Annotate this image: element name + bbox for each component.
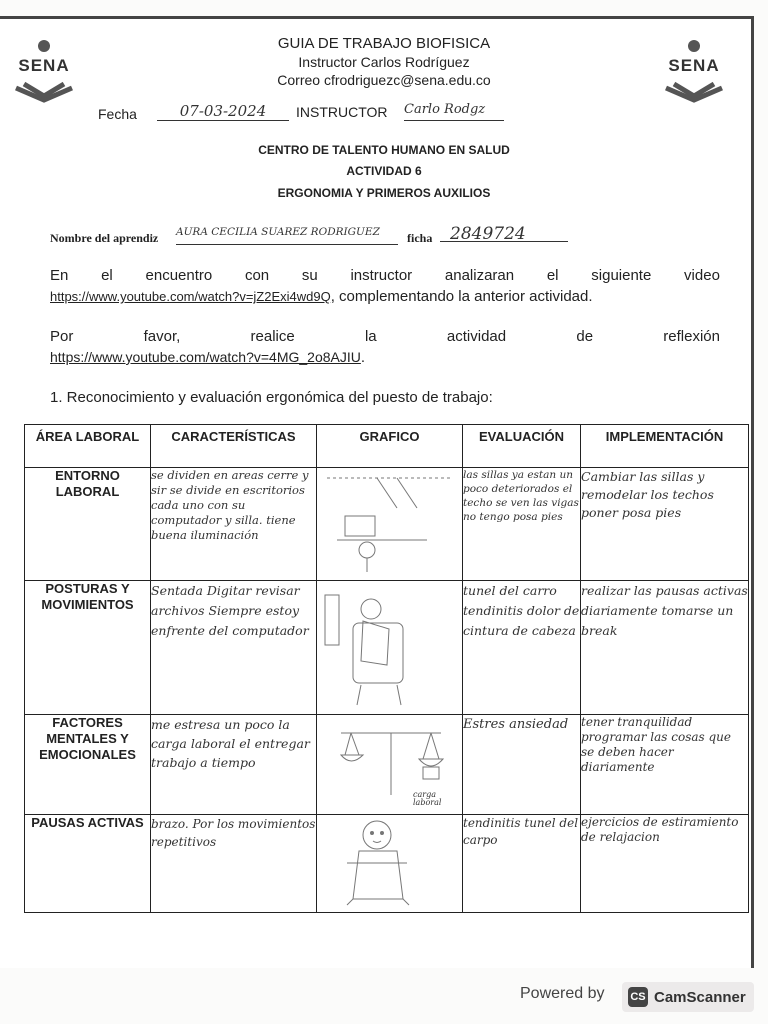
word: reflexión — [663, 328, 720, 345]
word: analizaran — [444, 267, 515, 284]
email-line: Correo cfrodriguezc@sena.edu.co — [277, 72, 491, 88]
table-row — [25, 815, 749, 913]
header-implementacion: IMPLEMENTACIÓN — [581, 425, 749, 468]
paragraph-1-rest: , complementando la anterior actividad. — [330, 288, 593, 305]
word: el — [101, 267, 113, 284]
nombre-value: AURA CECILIA SUAREZ RODRIGUEZ — [176, 226, 398, 245]
camscanner-badge — [622, 982, 754, 1012]
word: con — [244, 267, 270, 284]
row-implementacion: ejercicios de estiramiento de relajacion — [581, 815, 749, 913]
row-caracteristicas: brazo. Por los movimientos repetitivos — [151, 815, 317, 913]
logo-text: SENA — [18, 56, 70, 75]
row-evaluacion: tendinitis tunel del carpo — [463, 815, 581, 913]
table-row — [25, 581, 749, 715]
table-row — [25, 468, 749, 581]
activity-number: ACTIVIDAD 6 — [346, 164, 422, 178]
video-link-2[interactable]: https://www.youtube.com/watch?v=4MG_2o8AJIU — [50, 349, 361, 365]
row-grafico — [317, 581, 463, 715]
paragraph-1-line — [50, 265, 720, 286]
row-caracteristicas: Sentada Digitar revisar archivos Siempre estoy enfrente del computador — [151, 581, 317, 715]
paragraph-2-rest: . — [360, 349, 366, 366]
word: favor, — [143, 328, 181, 345]
row-evaluacion: tunel del carro tendinitis dolor de cintura de cabeza — [463, 581, 581, 715]
document-title: GUIA DE TRABAJO BIOFISICA — [277, 35, 491, 52]
camscanner-icon: CS — [628, 987, 648, 1007]
word: encuentro — [145, 267, 213, 284]
row-area: FACTORES MENTALES Y EMOCIONALES — [25, 715, 151, 815]
powered-by-label: Powered by — [520, 985, 605, 1002]
word: realice — [250, 328, 295, 345]
desk-sketch-image — [317, 468, 463, 575]
camscanner-name: CamScanner — [654, 988, 746, 1006]
row-implementacion: tener tranquilidad programar las cosas que se deben hacer diariamente — [581, 715, 749, 815]
word: actividad — [446, 328, 507, 345]
word: video — [684, 267, 720, 284]
instructor-value: Carlo Rodgz — [404, 102, 504, 121]
video-link-1[interactable]: https://www.youtube.com/watch?v=jZ2Exi4wd9Q — [50, 289, 331, 304]
activity-topic: ERGONOMIA Y PRIMEROS AUXILIOS — [277, 186, 491, 200]
row-implementacion: realizar las pausas activas diariamente tomarse un break — [581, 581, 749, 715]
row-area: PAUSAS ACTIVAS — [25, 815, 151, 913]
word: la — [364, 328, 377, 345]
fecha-value: 07-03-2024 — [157, 102, 289, 121]
stretching-person-sketch-image — [317, 815, 463, 907]
paragraph-2-line — [50, 326, 720, 347]
sketch-label: carga laboral — [413, 790, 442, 807]
seated-posture-sketch-image — [317, 581, 463, 709]
header-grafico: GRAFICO — [317, 425, 463, 468]
header-evaluacion: EVALUACIÓN — [463, 425, 581, 468]
word: Por — [50, 328, 74, 345]
word: de — [576, 328, 594, 345]
fecha-label: Fecha — [98, 106, 137, 122]
instructor-line: Instructor Carlos Rodríguez — [298, 54, 470, 70]
row-implementacion: Cambiar las sillas y remodelar los techos poner posa pies — [581, 468, 749, 581]
nombre-label: Nombre del aprendiz — [50, 231, 159, 245]
row-area: POSTURAS Y MOVIMIENTOS — [25, 581, 151, 715]
row-grafico — [317, 815, 463, 913]
row-evaluacion: Estres ansiedad — [463, 715, 581, 815]
ergonomic-evaluation-table — [24, 424, 749, 913]
word: el — [546, 267, 559, 284]
table-header-row — [25, 425, 749, 468]
ficha-value: 2849724 — [440, 224, 568, 242]
word: siguiente — [591, 267, 652, 284]
row-area: ENTORNO LABORAL — [25, 468, 151, 581]
word: instructor — [350, 267, 413, 284]
table-row — [25, 715, 749, 815]
paragraph-1-link-line — [50, 286, 720, 307]
header-caracteristicas: CARACTERÍSTICAS — [151, 425, 317, 468]
ficha-label: ficha — [407, 231, 433, 245]
row-grafico — [317, 468, 463, 581]
logo-text: SENA — [668, 56, 720, 75]
word: su — [301, 267, 318, 284]
row-caracteristicas: me estresa un poco la carga laboral el entregar trabajo a tiempo — [151, 715, 317, 815]
row-evaluacion: las sillas ya estan un poco deteriorados el techo se ven las vigas no tengo posa pies — [463, 468, 581, 581]
paragraph-2-link-line — [50, 347, 720, 368]
header-area: ÁREA LABORAL — [25, 425, 151, 468]
section-title: 1. Reconocimiento y evaluación ergonómica del puesto de trabajo: — [50, 389, 493, 406]
instructor-label: INSTRUCTOR — [296, 104, 388, 120]
row-caracteristicas: se dividen en areas cerre y sir se divide en escritorios cada uno con su computador y silla. tiene buena iluminación — [151, 468, 317, 581]
center-name: CENTRO DE TALENTO HUMANO EN SALUD — [258, 143, 510, 157]
word: En — [50, 267, 69, 284]
row-grafico — [317, 715, 463, 815]
